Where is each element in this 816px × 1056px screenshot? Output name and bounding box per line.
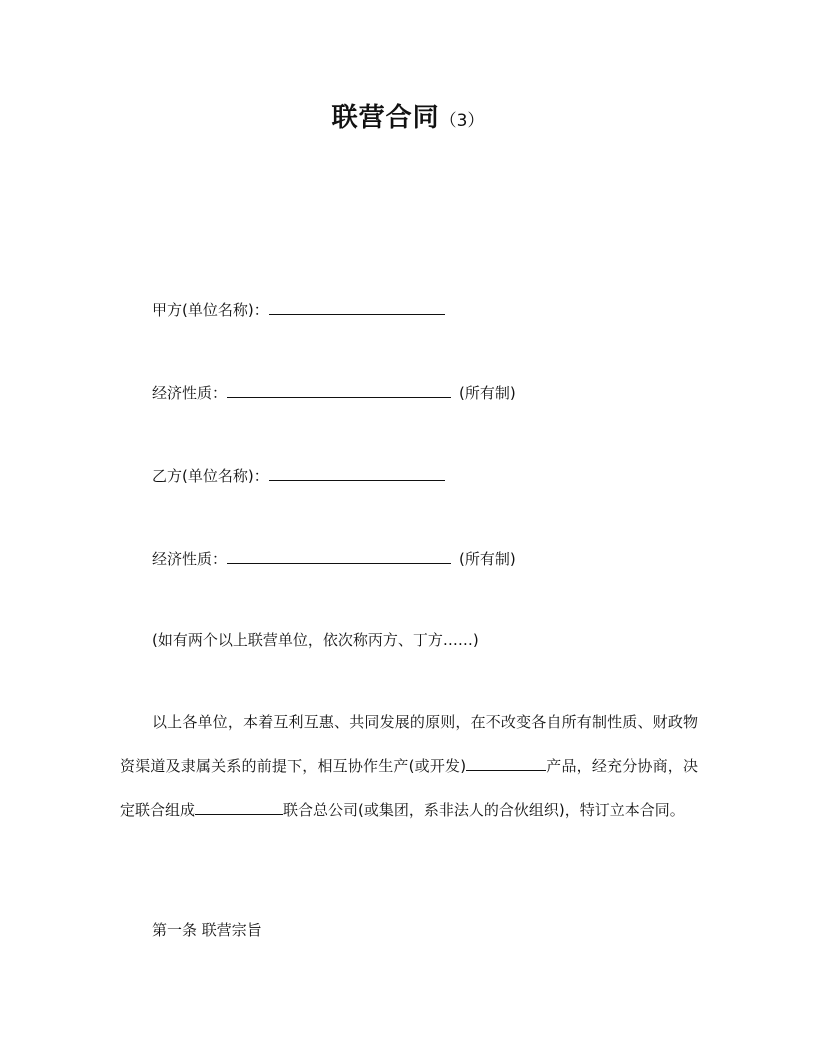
- preamble-paragraph: [120, 700, 698, 832]
- party-b-nature-line: [152, 547, 516, 569]
- preamble-part3: 联合总公司(或集团，系非法人的合伙组织)，特订立本合同。: [283, 801, 685, 819]
- party-a-line: [152, 298, 445, 320]
- company-name-blank[interactable]: [195, 798, 283, 815]
- title-text: 联营合同: [331, 103, 440, 133]
- nature-label-b: 经济性质：: [152, 550, 228, 568]
- ownership-b: (所有制): [459, 550, 516, 568]
- preamble-part2: 产品，经充分协商，决定联合组成: [120, 757, 698, 819]
- party-a-nature-blank[interactable]: [227, 381, 451, 398]
- nature-label-a: 经济性质：: [152, 384, 228, 402]
- party-b-name-blank[interactable]: [269, 464, 445, 481]
- party-a-nature-line: [152, 381, 516, 403]
- party-a-name-blank[interactable]: [269, 298, 445, 315]
- title-suffix: （3）: [439, 111, 485, 131]
- document-title: [0, 97, 816, 134]
- party-b-nature-blank[interactable]: [227, 547, 451, 564]
- ownership-a: (所有制): [459, 384, 516, 402]
- article-1-heading: 第一条 联营宗旨: [152, 921, 262, 939]
- party-b-label: 乙方(单位名称)：: [152, 467, 269, 485]
- party-a-label: 甲方(单位名称)：: [152, 301, 269, 319]
- product-blank[interactable]: [466, 754, 546, 771]
- party-b-line: [152, 464, 445, 486]
- preamble-part1: 以上各单位，本着互利互惠、共同发展的原则，在不改变各自所有制性质、财政物资渠道及隶属关系的前提下，相互协作生产(或开发): [120, 713, 698, 775]
- additional-parties-note: (如有两个以上联营单位，依次称丙方、丁方……): [152, 631, 479, 649]
